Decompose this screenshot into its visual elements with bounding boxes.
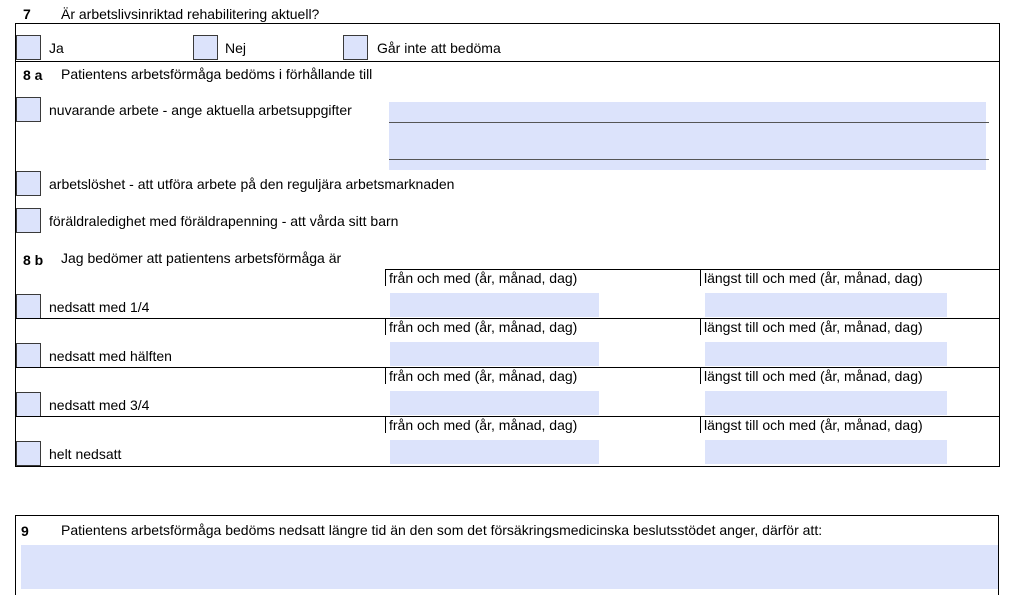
from-date-field[interactable] [390, 342, 599, 366]
q8a-foraldraledighet-checkbox[interactable] [16, 208, 41, 233]
q8b-halften-checkbox[interactable] [16, 343, 41, 368]
q9-number: 9 [21, 523, 29, 539]
q8a-arbetsloshet-label: arbetslöshet - att utföra arbete på den reguljära arbetsmarknaden [49, 176, 455, 192]
q8b-helt-checkbox[interactable] [16, 441, 41, 466]
q8a-nuvarande-label: nuvarande arbete - ange aktuella arbetsuppgifter [49, 102, 352, 118]
q7-question: Är arbetslivsinriktad rehabilitering aktuell? [61, 6, 320, 22]
q9-reason-field[interactable] [21, 545, 998, 589]
q8a-number: 8 a [23, 67, 43, 83]
to-label: längst till och med (år, månad, dag) [700, 368, 923, 384]
q8b-number: 8 b [23, 252, 44, 268]
q9-question: Patientens arbetsförmåga bedöms nedsatt längre tid än den som det försäkringsmedicinska beslutsstödet anger, därför att: [61, 522, 823, 538]
q8b-halften-label: nedsatt med hälften [49, 348, 172, 364]
q8b-helt-label: helt nedsatt [49, 446, 122, 462]
from-label: från och med (år, månad, dag) [385, 270, 577, 286]
to-date-field[interactable] [705, 391, 947, 415]
to-label: längst till och med (år, månad, dag) [700, 417, 923, 433]
from-date-field[interactable] [390, 391, 599, 415]
q7-ja-label: Ja [49, 40, 64, 56]
to-label: längst till och med (år, månad, dag) [700, 270, 923, 286]
q7-nej-checkbox[interactable] [193, 35, 218, 60]
q8a-arbetsloshet-checkbox[interactable] [16, 171, 41, 196]
q7-gar-inte-label: Går inte att bedöma [377, 40, 501, 56]
from-date-field[interactable] [390, 440, 599, 464]
q8b-3-4-label: nedsatt med 3/4 [49, 397, 150, 413]
q8b-1-4-checkbox[interactable] [16, 294, 41, 319]
divider [15, 61, 1000, 62]
q7-number: 7 [23, 6, 31, 22]
divider [15, 466, 1000, 467]
from-label: från och med (år, månad, dag) [385, 368, 577, 384]
arbetsuppgifter-field-2[interactable] [389, 123, 986, 170]
field-underline [389, 159, 989, 160]
q8b-1-4-label: nedsatt med 1/4 [49, 299, 150, 315]
to-label: längst till och med (år, månad, dag) [700, 319, 923, 335]
q8b-3-4-checkbox[interactable] [16, 392, 41, 417]
from-label: från och med (år, månad, dag) [385, 319, 577, 335]
divider [15, 23, 1000, 24]
q8a-question: Patientens arbetsförmåga bedöms i förhållande till [61, 66, 373, 82]
form-right-border [999, 23, 1000, 467]
arbetsuppgifter-field-1[interactable] [389, 102, 986, 122]
to-date-field[interactable] [705, 440, 947, 464]
q8a-foraldraledighet-label: föräldraledighet med föräldrapenning - att vårda sitt barn [49, 213, 399, 229]
to-date-field[interactable] [705, 293, 947, 317]
q7-nej-label: Nej [225, 40, 247, 56]
from-date-field[interactable] [390, 293, 599, 317]
from-label: från och med (år, månad, dag) [385, 417, 577, 433]
q7-gar-inte-checkbox[interactable] [343, 35, 368, 60]
to-date-field[interactable] [705, 342, 947, 366]
q8b-question: Jag bedömer att patientens arbetsförmåga är [61, 250, 342, 266]
q7-ja-checkbox[interactable] [16, 35, 41, 60]
q8a-nuvarande-checkbox[interactable] [16, 97, 41, 122]
